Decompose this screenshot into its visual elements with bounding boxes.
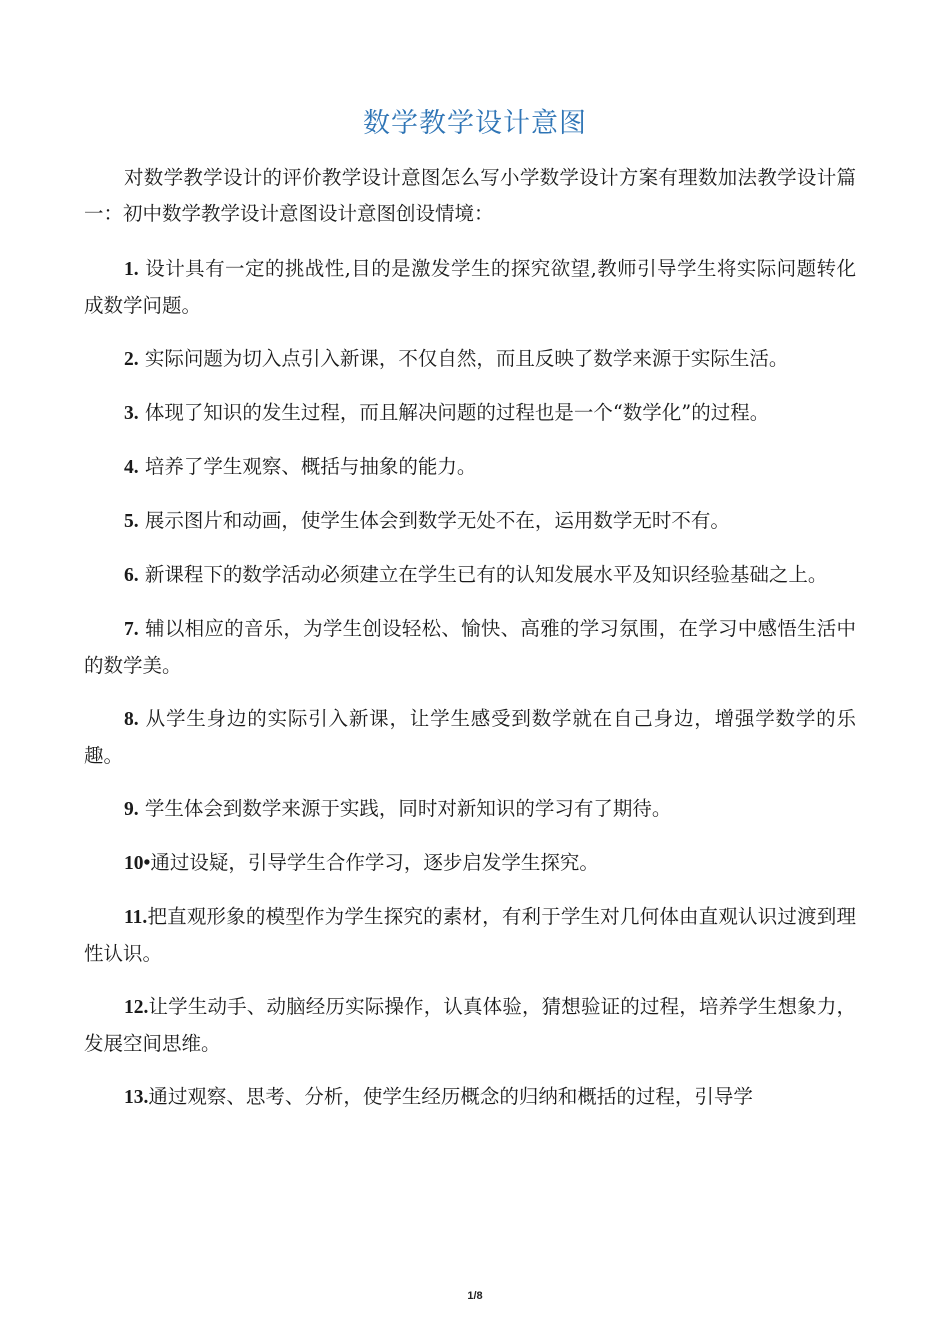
list-item xyxy=(84,449,856,486)
intro-paragraph: 对数学教学设计的评价教学设计意图怎么写小学数学设计方案有理数加法教学设计篇一：初中数学教学设计意图设计意图创设情境： xyxy=(84,166,856,225)
list-item xyxy=(84,341,856,378)
item-number: 10• xyxy=(124,853,151,874)
item-number: 11. xyxy=(124,907,148,928)
item-text: 通过观察、思考、分析，使学生经历概念的归纳和概括的过程，引导学 xyxy=(148,1085,753,1108)
item-text: 体现了知识的发生过程，而且解决问题的过程也是一个“数学化”的过程。 xyxy=(144,401,770,424)
item-number: 12. xyxy=(124,997,149,1018)
list-item xyxy=(84,503,856,540)
item-text: 辅以相应的音乐，为学生创设轻松、愉快、高雅的学习氛围，在学习中感悟生活中的数学美。 xyxy=(84,617,856,677)
item-text: 让学生动手、动脑经历实际操作，认真体验，猜想验证的过程，培养学生想象力，发展空间思维。 xyxy=(84,995,856,1055)
page-number: 1/8 xyxy=(467,1290,483,1302)
item-text: 通过设疑，引导学生合作学习，逐步启发学生探究。 xyxy=(150,851,599,874)
list-item xyxy=(84,395,856,432)
list-item xyxy=(84,557,856,594)
item-number: 2. xyxy=(124,349,139,370)
item-number: 7. xyxy=(124,619,139,640)
list-item xyxy=(84,989,856,1062)
item-text: 设计具有一定的挑战性,目的是激发学生的探究欲望,教师引导学生将实际问题转化成数学问题。 xyxy=(84,257,856,317)
item-text: 展示图片和动画，使学生体会到数学无处不在，运用数学无时不有。 xyxy=(144,509,730,532)
list-item xyxy=(84,251,856,324)
document-body xyxy=(84,160,856,1133)
item-number: 13. xyxy=(124,1087,149,1108)
item-number: 9. xyxy=(124,799,139,820)
item-text: 学生体会到数学来源于实践，同时对新知识的学习有了期待。 xyxy=(144,797,672,820)
item-text: 把直观形象的模型作为学生探究的素材，有利于学生对几何体由直观认识过渡到理性认识。 xyxy=(84,905,856,965)
item-number: 3. xyxy=(124,403,139,424)
item-number: 6. xyxy=(124,565,139,586)
page-title: 数学教学设计意图 xyxy=(363,108,587,139)
list-item xyxy=(84,611,856,684)
list-item xyxy=(84,899,856,972)
list-item xyxy=(84,845,856,882)
item-number: 5. xyxy=(124,511,139,532)
item-number: 8. xyxy=(124,709,139,730)
item-number: 1. xyxy=(124,259,139,280)
item-text: 实际问题为切入点引入新课，不仅自然，而且反映了数学来源于实际生活。 xyxy=(144,347,789,370)
item-number: 4. xyxy=(124,457,139,478)
item-text: 新课程下的数学活动必须建立在学生已有的认知发展水平及知识经验基础之上。 xyxy=(144,563,828,586)
list-item xyxy=(84,1079,856,1116)
item-text: 从学生身边的实际引入新课，让学生感受到数学就在自己身边，增强学数学的乐趣。 xyxy=(84,707,856,767)
item-text: 培养了学生观察、概括与抽象的能力。 xyxy=(144,455,477,478)
list-item xyxy=(84,701,856,774)
list-item xyxy=(84,791,856,828)
